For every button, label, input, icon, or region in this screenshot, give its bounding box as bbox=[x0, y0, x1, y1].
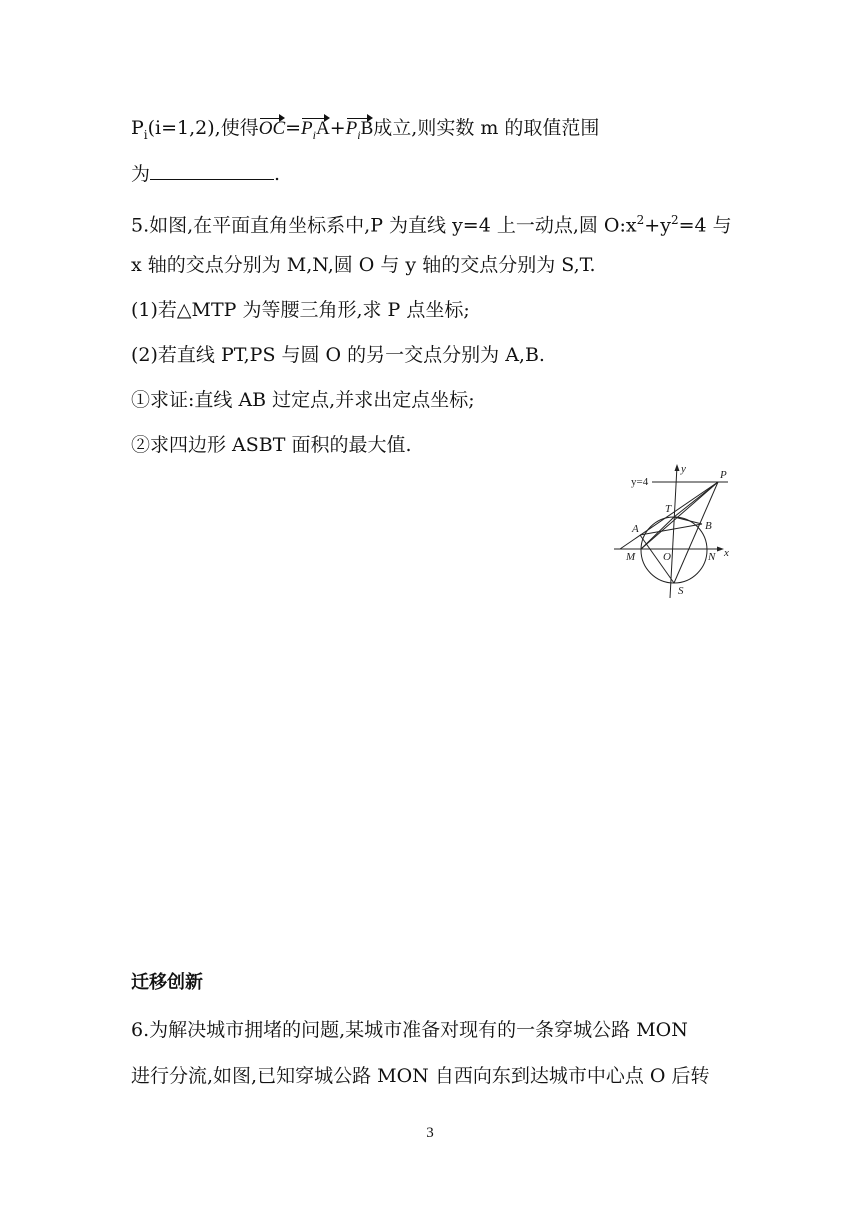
label-a: A bbox=[632, 523, 639, 535]
q5-line-1 bbox=[131, 208, 732, 237]
q5-part-2-ii bbox=[131, 433, 412, 457]
text: x 轴的交点分别为 M,N,圆 O 与 y 轴的交点分别为 S,T. bbox=[131, 254, 596, 276]
text: 5.如图,在平面直角坐标系中,P 为直线 y=4 上一动点,圆 O:x bbox=[131, 214, 637, 237]
subscript: i bbox=[143, 127, 148, 142]
q6-line-2 bbox=[131, 1064, 709, 1088]
text: +y bbox=[644, 214, 671, 237]
q5-part-2-i bbox=[131, 388, 475, 412]
text: ②求四边形 ASBT 面积的最大值. bbox=[131, 434, 412, 456]
label-o: O bbox=[663, 551, 671, 563]
text: = bbox=[285, 117, 302, 139]
label-t: T bbox=[665, 503, 672, 515]
text: 迁移创新 bbox=[131, 972, 203, 993]
text: (2)若直线 PT,PS 与圆 O 的另一交点分别为 A,B. bbox=[131, 344, 545, 366]
label-p: P bbox=[720, 469, 727, 481]
text: + bbox=[329, 117, 346, 139]
vector-oc: OC bbox=[258, 118, 286, 139]
superscript: 2 bbox=[670, 213, 679, 227]
text: =4 与 bbox=[678, 214, 732, 237]
text: (i=1,2),使得 bbox=[147, 117, 259, 139]
y-axis-arrow bbox=[675, 464, 680, 471]
vector-pia bbox=[301, 117, 330, 147]
label-b: B bbox=[705, 520, 712, 532]
line-tb bbox=[674, 517, 702, 524]
label-n: N bbox=[708, 551, 716, 563]
geometry-figure bbox=[612, 462, 738, 600]
text: B bbox=[360, 118, 374, 139]
answer-blank bbox=[150, 161, 274, 180]
text: 为 bbox=[131, 163, 151, 185]
text: A bbox=[316, 118, 330, 139]
q4-line-1 bbox=[131, 116, 599, 147]
vector-pib bbox=[346, 117, 374, 147]
q5-part-1 bbox=[131, 298, 470, 322]
section-title bbox=[131, 971, 203, 995]
text: ①求证:直线 AB 过定点,并求出定点坐标; bbox=[131, 389, 475, 411]
label-m: M bbox=[626, 551, 636, 563]
q5-part-2 bbox=[131, 343, 545, 367]
label-y: y bbox=[681, 463, 686, 475]
text: 进行分流,如图,已知穿城公路 MON 自西向东到达城市中心点 O 后转 bbox=[131, 1065, 710, 1087]
label-line: y=4 bbox=[631, 476, 649, 488]
superscript: 2 bbox=[636, 213, 645, 227]
line-mp bbox=[641, 482, 718, 549]
subscript: i bbox=[312, 127, 316, 142]
text: (1)若△MTP 为等腰三角形,求 P 点坐标; bbox=[131, 299, 470, 321]
text: P bbox=[301, 118, 313, 139]
figure-svg bbox=[612, 462, 738, 600]
text: P bbox=[131, 117, 144, 139]
label-x: x bbox=[724, 547, 729, 559]
x-axis-arrow bbox=[717, 547, 724, 552]
q4-line-2 bbox=[131, 161, 280, 186]
subscript: i bbox=[357, 127, 361, 142]
text: . bbox=[274, 163, 281, 185]
q6-line-1 bbox=[131, 1018, 688, 1042]
text: 6.为解决城市拥堵的问题,某城市准备对现有的一条穿城公路 MON bbox=[131, 1019, 688, 1041]
label-s: S bbox=[678, 585, 684, 597]
page-number: 3 bbox=[426, 1125, 434, 1141]
text: 成立,则实数 m 的取值范围 bbox=[373, 117, 600, 139]
q5-line-2 bbox=[131, 253, 596, 277]
text: P bbox=[345, 118, 358, 139]
